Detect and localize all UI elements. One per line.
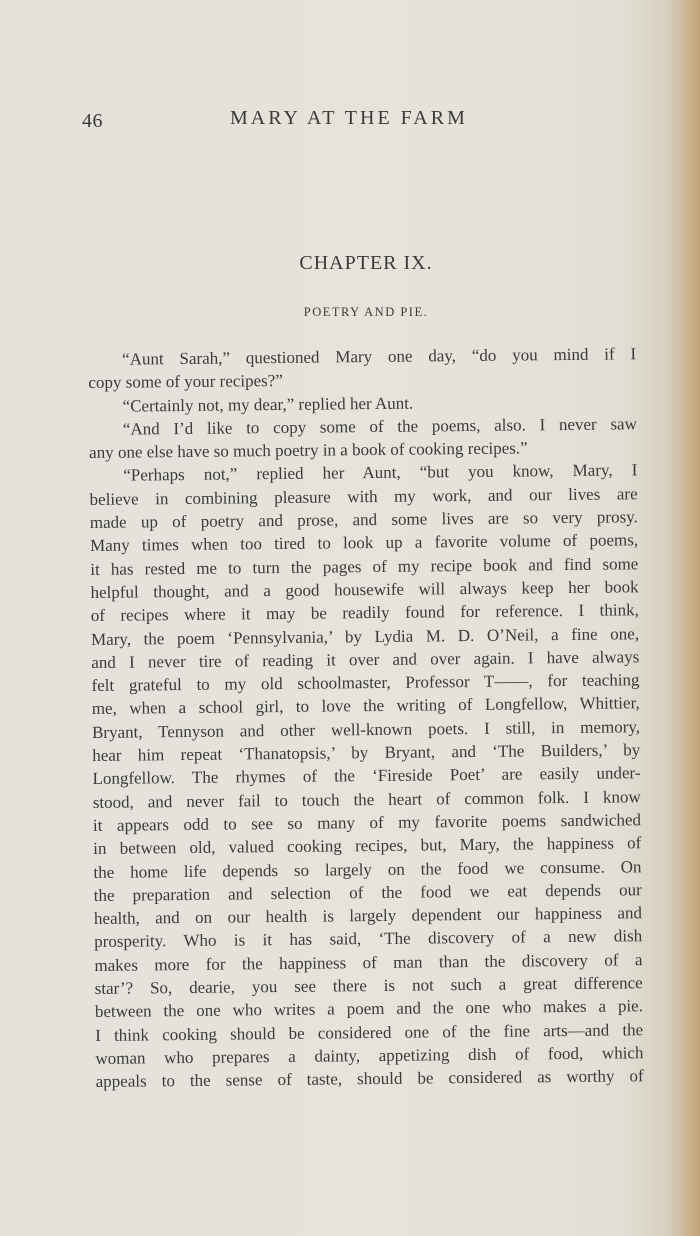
chapter-title: CHAPTER IX. (299, 252, 433, 274)
text-line: appeals to the sense of taste, should be considered as worthy of (95, 1066, 644, 1092)
text-line: “Aunt Sarah,” questioned Mary one day, “do you mind if I (122, 344, 637, 369)
text-line: health, and on our health is largely dependent our happiness and (93, 903, 643, 929)
text-line: I think cooking should be considered one of the fine arts—and the (95, 1019, 644, 1045)
text-line: copy some of your recipes?” (88, 371, 283, 393)
text-line: star’? So, dearie, you see there is not such a great difference (94, 973, 643, 998)
text-line: the preparation and selection of the food we eat depends our (93, 880, 642, 905)
chapter-subtitle: POETRY AND PIE. (303, 305, 429, 319)
text-line: of recipes where it may be readily found for reference. I think, (90, 600, 639, 626)
text-line: between the one who writes a poem and the one who makes a pie. (94, 996, 644, 1022)
text-line: woman who prepares a dainty, appetizing dish of food, which (95, 1043, 644, 1068)
text-line: helpful thought, and a good housewife will always keep her book (90, 577, 639, 602)
text-line: me, when a school girl, to love the writing of Longfellow, Whittier, (91, 693, 640, 719)
text-line: “Perhaps not,” replied her Aunt, “but you know, Mary, I (123, 460, 638, 486)
text-line: stood, and never fail to touch the heart of common folk. I know (92, 786, 641, 812)
text-line: the home life depends so largely on the food we consume. On (93, 856, 642, 882)
text-line: hear him repeat ‘Thanatopsis,’ by Bryant, and ‘The Builders,’ by (92, 740, 641, 766)
text-line: Bryant, Tennyson and other well-known poets. I still, in memory, (91, 716, 641, 742)
text-line: Many times when too tired to look up a favorite volume of poems, (89, 530, 639, 556)
text-line: Longfellow. The rhymes of the ‘Fireside Poet’ are easily under- (92, 763, 641, 789)
text-line: made up of poetry and prose, and some lives are so very prosy. (89, 507, 638, 533)
page-number: 46 (82, 110, 103, 132)
text-line: it has rested me to turn the pages of my recipe book and find some (90, 553, 639, 579)
text-line: “Certainly not, my dear,” replied her Aunt. (122, 393, 414, 416)
body-text (88, 342, 644, 1093)
page-edge-shadow (678, 0, 700, 1236)
text-line: and I never tire of reading it over and over again. I have always (91, 647, 640, 672)
text-line: prosperity. Who is it has said, ‘The discovery of a new dish (94, 926, 643, 952)
text-line: makes more for the happiness of man than the discovery of a (94, 949, 643, 975)
text-line: “And I’d like to copy some of the poems, also. I never saw (122, 414, 637, 439)
text-line: felt grateful to my old schoolmaster, Professor T——, for teaching (91, 670, 640, 696)
text-line: it appears odd to see so many of my favorite poems sandwiched (92, 810, 642, 835)
text-line: Mary, the poem ‘Pennsylvania,’ by Lydia M. D. O’Neil, a fine one, (90, 623, 640, 649)
text-line: in between old, valued cooking recipes, but, Mary, the happiness of (93, 833, 642, 859)
text-line: any one else have so much poetry in a book of cooking recipes.” (88, 438, 528, 463)
text-line: believe in combining pleasure with my work, and our lives are (89, 484, 638, 509)
running-head: MARY AT THE FARM (230, 107, 468, 129)
